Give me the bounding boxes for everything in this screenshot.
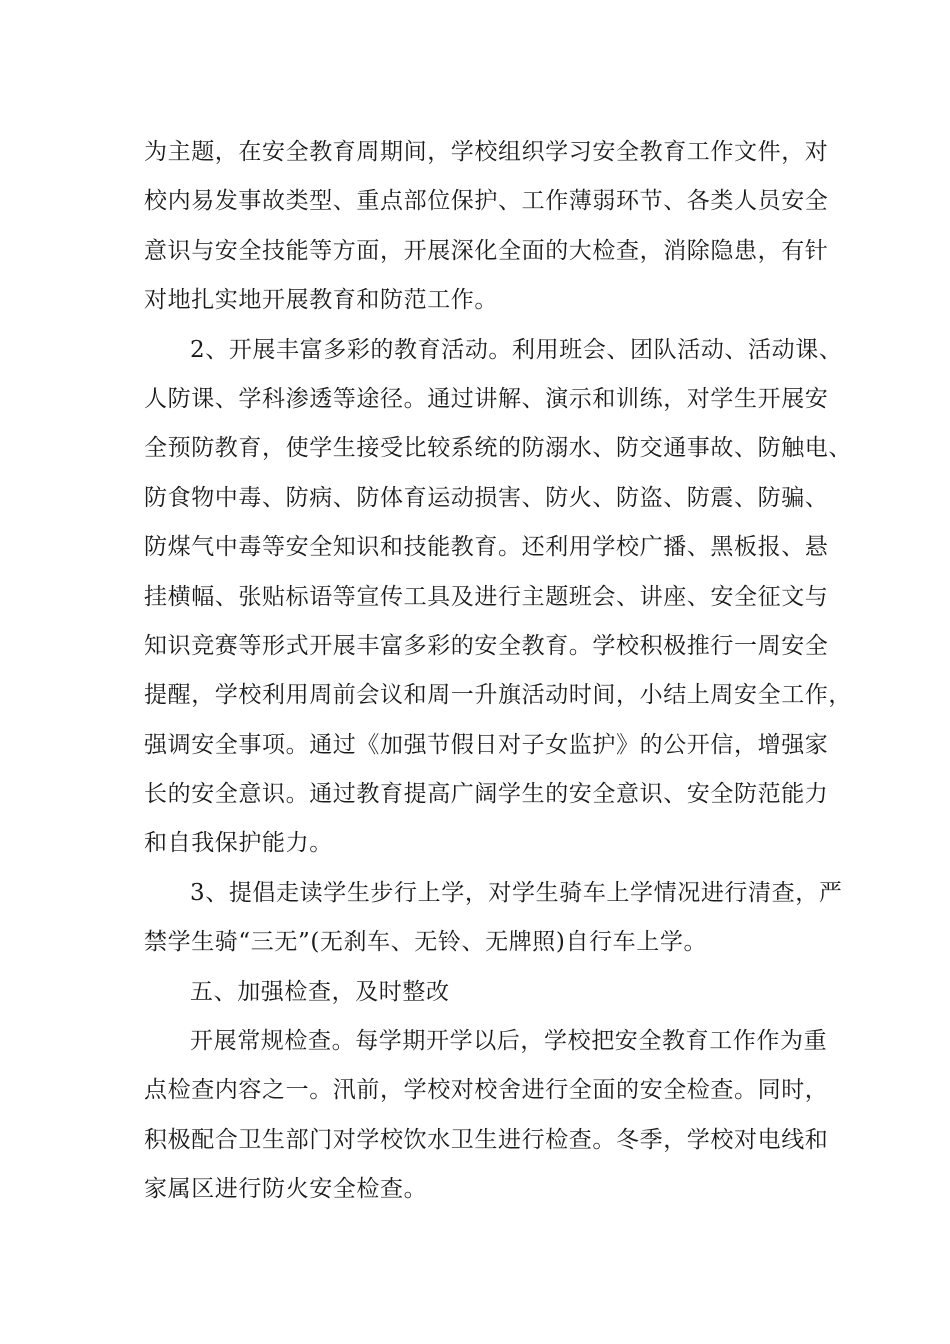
paragraph-line: 家属区进行防火安全检查。 (144, 1176, 428, 1203)
paragraph-line: 2、开展丰富多彩的教育活动。利用班会、团队活动、活动课、 (190, 336, 843, 363)
paragraph-line: 积极配合卫生部门对学校饮水卫生进行检查。冬季，学校对电线和 (144, 1126, 829, 1153)
paragraph-line: 防煤气中毒等安全知识和技能教育。还利用学校广播、黑板报、悬 (144, 534, 829, 561)
paragraph-line: 点检查内容之一。汛前，学校对校舍进行全面的安全检查。同时， (144, 1077, 829, 1104)
paragraph-line: 长的安全意识。通过教育提高广阔学生的安全意识、安全防范能力 (144, 781, 829, 808)
paragraph-line: 强调安全事项。通过《加强节假日对子女监护》的公开信，增强家 (144, 731, 829, 758)
section-heading: 五、加强检查，及时整改 (190, 978, 450, 1005)
paragraph-line: 提醒，学校利用周前会议和周一升旗活动时间，小结上周安全工作， (144, 682, 852, 709)
paragraph-line: 3、提倡走读学生步行上学，对学生骑车上学情况进行清查，严 (190, 879, 843, 906)
paragraph-line: 知识竞赛等形式开展丰富多彩的安全教育。学校积极推行一周安全 (144, 632, 829, 659)
paragraph-line: 开展常规检查。每学期开学以后，学校把安全教育工作作为重 (190, 1028, 828, 1055)
paragraph-line: 防食物中毒、防病、防体育运动损害、防火、防盗、防震、防骗、 (144, 484, 829, 511)
paragraph-line: 和自我保护能力。 (144, 830, 333, 857)
paragraph-line: 禁学生骑“三无”(无刹车、无铃、无牌照)自行车上学。 (144, 929, 708, 956)
paragraph-line: 意识与安全技能等方面，开展深化全面的大检查，消除隐患，有针 (144, 237, 829, 264)
document-body (144, 128, 852, 1215)
paragraph-line: 为主题，在安全教育周期间，学校组织学习安全教育工作文件，对 (144, 139, 829, 165)
paragraph-line: 人防课、学科渗透等途径。通过讲解、演示和训练，对学生开展安 (144, 385, 829, 412)
paragraph-line: 校内易发事故类型、重点部位保护、工作薄弱环节、各类人员安全 (144, 188, 829, 215)
paragraph-line: 挂横幅、张贴标语等宣传工具及进行主题班会、讲座、安全征文与 (144, 583, 829, 610)
paragraph-line: 对地扎实地开展教育和防范工作。 (144, 287, 498, 314)
paragraph-line: 全预防教育，使学生接受比较系统的防溺水、防交通事故、防触电、 (144, 435, 852, 462)
